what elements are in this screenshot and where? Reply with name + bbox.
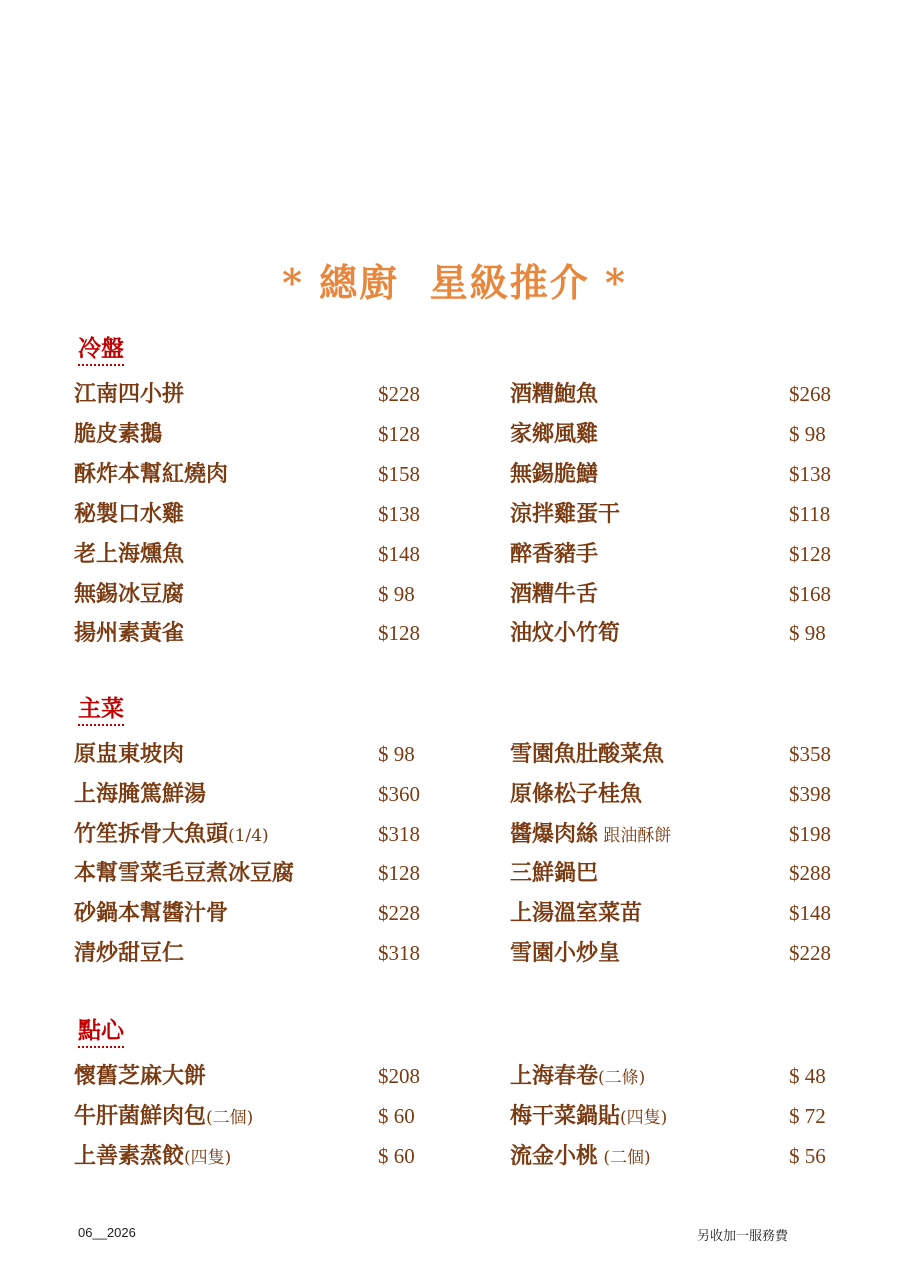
menu-item xyxy=(74,577,434,611)
menu-item-price: $138 xyxy=(378,502,420,526)
menu-item-name: 酥炸本幫紅燒肉 xyxy=(74,461,229,487)
menu-item xyxy=(74,417,434,451)
menu-item-name: 家鄉風雞 xyxy=(510,421,599,447)
menu-item-name: 江南四小拼 xyxy=(74,381,185,407)
menu-item-price: $360 xyxy=(378,782,420,806)
menu-item-name: 雪園魚肚酸菜魚 xyxy=(510,741,665,767)
menu-item-price: $228 xyxy=(789,941,831,965)
menu-item-name: 揚州素黃雀 xyxy=(74,620,185,646)
menu-item xyxy=(510,1099,850,1133)
menu-item-name: 雪園小炒皇 xyxy=(510,940,621,966)
menu-item-name: 上湯溫室菜苗 xyxy=(510,900,643,926)
menu-item-name: 油炆小竹筍 xyxy=(510,620,621,646)
menu-item xyxy=(74,896,434,930)
menu-item-name: 三鮮鍋巴 xyxy=(510,860,599,886)
menu-item-name: 無錫冰豆腐 xyxy=(74,581,185,607)
menu-item-price: $148 xyxy=(378,542,420,566)
menu-item-name: 竹笙拆骨大魚頭(1/4) xyxy=(74,821,269,847)
menu-item xyxy=(74,1059,434,1093)
menu-item xyxy=(74,616,434,650)
menu-item xyxy=(510,537,850,571)
menu-item-name: 醉香豬手 xyxy=(510,541,599,567)
menu-item-name: 流金小桃 (二個) xyxy=(510,1143,651,1169)
menu-item-price: $318 xyxy=(378,822,420,846)
menu-item-price: $ 98 xyxy=(378,582,415,606)
menu-item xyxy=(510,777,850,811)
menu-item xyxy=(510,936,850,970)
menu-item xyxy=(74,457,434,491)
menu-item-price: $ 60 xyxy=(378,1144,415,1168)
menu-item-name: 懷舊芝麻大餅 xyxy=(74,1063,207,1089)
menu-item xyxy=(74,817,434,851)
menu-item-name: 酒糟鮑魚 xyxy=(510,381,599,407)
menu-item xyxy=(74,856,434,890)
menu-item xyxy=(74,777,434,811)
menu-item-price: $ 72 xyxy=(789,1104,826,1128)
menu-item xyxy=(74,537,434,571)
menu-item xyxy=(510,856,850,890)
menu-item-name: 涼拌雞蛋干 xyxy=(510,501,621,527)
menu-item-price: $168 xyxy=(789,582,831,606)
menu-item-name: 醬爆肉絲 跟油酥餅 xyxy=(510,821,672,847)
menu-item-name: 上海春卷(二條) xyxy=(510,1063,646,1089)
menu-item-price: $148 xyxy=(789,901,831,925)
menu-item-price: $ 56 xyxy=(789,1144,826,1168)
menu-item xyxy=(74,737,434,771)
menu-item xyxy=(510,817,850,851)
menu-item-price: $ 98 xyxy=(789,422,826,446)
menu-item-price: $128 xyxy=(378,621,420,645)
menu-item-name: 無錫脆鱔 xyxy=(510,461,599,487)
menu-item-name: 砂鍋本幫醬汁骨 xyxy=(74,900,229,926)
menu-item xyxy=(510,417,850,451)
menu-item-name: 脆皮素鵝 xyxy=(74,421,163,447)
menu-item xyxy=(510,457,850,491)
section-title-main-dishes: 主菜 xyxy=(78,690,124,726)
menu-item-name: 清炒甜豆仁 xyxy=(74,940,185,966)
menu-item xyxy=(74,1099,434,1133)
menu-item xyxy=(510,737,850,771)
menu-item-price: $398 xyxy=(789,782,831,806)
menu-item xyxy=(510,616,850,650)
menu-item-price: $318 xyxy=(378,941,420,965)
section-title-dim-sum: 點心 xyxy=(78,1012,124,1048)
menu-title: * 總廚 星級推介 * xyxy=(282,260,627,305)
menu-item-name: 上善素蒸餃(四隻) xyxy=(74,1143,232,1169)
menu-item-price: $128 xyxy=(378,422,420,446)
menu-item-name: 原盅東坡肉 xyxy=(74,741,185,767)
footer-service-charge-note: 另收加一服務費 xyxy=(697,1228,789,1243)
menu-item-price: $128 xyxy=(789,542,831,566)
menu-item-name: 牛肝菌鮮肉包(二個) xyxy=(74,1103,254,1129)
menu-item-name: 本幫雪菜毛豆煮冰豆腐 xyxy=(74,860,295,886)
menu-item-price: $228 xyxy=(378,901,420,925)
menu-item-price: $ 48 xyxy=(789,1064,826,1088)
section-title-cold-dishes: 冷盤 xyxy=(78,330,124,366)
menu-item-price: $ 98 xyxy=(378,742,415,766)
menu-item-price: $288 xyxy=(789,861,831,885)
menu-item xyxy=(74,377,434,411)
menu-item-name: 酒糟牛舌 xyxy=(510,581,599,607)
menu-item-name: 上海腌篤鮮湯 xyxy=(74,781,207,807)
menu-item-price: $118 xyxy=(789,502,831,526)
menu-item-price: $158 xyxy=(378,462,420,486)
footer-date: 06__2026 xyxy=(78,1225,136,1240)
menu-item-price: $198 xyxy=(789,822,831,846)
menu-item-price: $268 xyxy=(789,382,831,406)
menu-item-price: $208 xyxy=(378,1064,420,1088)
menu-item-price: $ 98 xyxy=(789,621,826,645)
menu-item xyxy=(510,377,850,411)
menu-item xyxy=(510,1139,850,1173)
menu-item-price: $128 xyxy=(378,861,420,885)
menu-item xyxy=(510,896,850,930)
menu-item-name: 原條松子桂魚 xyxy=(510,781,643,807)
menu-item xyxy=(510,577,850,611)
menu-item-price: $ 60 xyxy=(378,1104,415,1128)
menu-item-price: $358 xyxy=(789,742,831,766)
menu-item xyxy=(510,497,850,531)
menu-item-price: $228 xyxy=(378,382,420,406)
menu-item xyxy=(74,1139,434,1173)
menu-item-price: $138 xyxy=(789,462,831,486)
menu-item xyxy=(510,1059,850,1093)
menu-item-name: 秘製口水雞 xyxy=(74,501,185,527)
menu-item xyxy=(74,936,434,970)
menu-item-name: 老上海燻魚 xyxy=(74,541,185,567)
menu-item-name: 梅干菜鍋貼(四隻) xyxy=(510,1103,668,1129)
menu-item xyxy=(74,497,434,531)
